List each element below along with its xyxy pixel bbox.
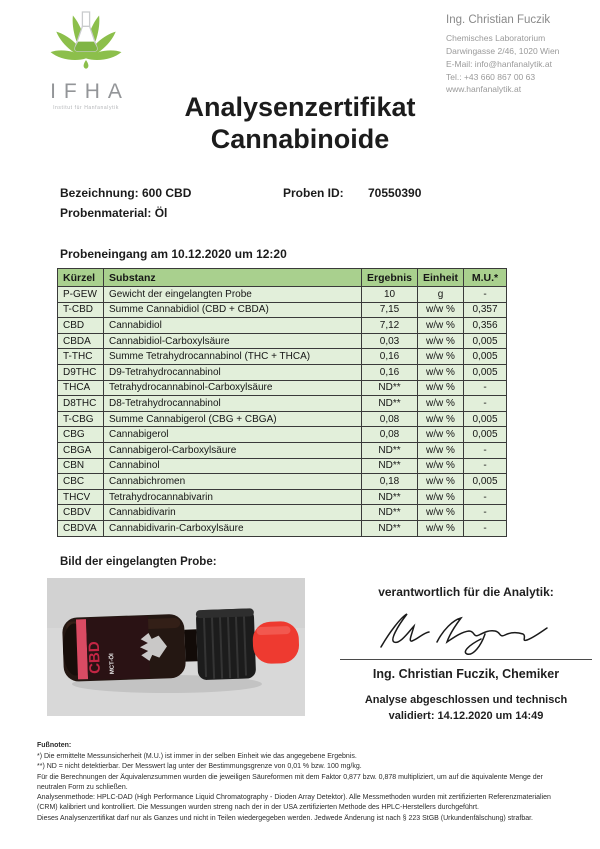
contact-line: www.hanfanalytik.at bbox=[446, 84, 522, 95]
table-cell: Summe Cannabigerol (CBG + CBGA) bbox=[104, 411, 362, 427]
sample-photo-label: Bild der eingelangten Probe: bbox=[60, 556, 217, 568]
table-cell: w/w % bbox=[418, 474, 464, 490]
footnote-line: Dieses Analysenzertifikat darf nur als Ganzes und nicht in Teilen wiedergegeben werden. Jedwede Änderung ist nach § 223 StGB (Urkundenfälschung) strafbar. bbox=[37, 814, 533, 822]
table-cell: CBDA bbox=[58, 333, 104, 349]
table-cell: - bbox=[464, 442, 507, 458]
table-cell: Tetrahydrocannabinol-Carboxylsäure bbox=[104, 380, 362, 396]
sample-id-value: 70550390 bbox=[368, 186, 422, 200]
bottle-label-subtitle: MCT-Öl bbox=[109, 653, 116, 675]
table-cell: - bbox=[464, 489, 507, 505]
sample-material: Probenmaterial: Öl bbox=[60, 206, 168, 220]
footnote-line: *) Die ermittelte Messunsicherheit (M.U.) ist immer in der selben Einheit wie das angegebene Ergebnis. bbox=[37, 752, 357, 760]
table-row bbox=[58, 520, 507, 536]
sample-received-line: Probeneingang am 10.12.2020 um 12:20 bbox=[60, 247, 287, 261]
table-cell: THCA bbox=[58, 380, 104, 396]
table-cell: w/w % bbox=[418, 396, 464, 412]
table-cell: w/w % bbox=[418, 380, 464, 396]
table-cell: w/w % bbox=[418, 411, 464, 427]
bottle-label-title: CBD bbox=[85, 641, 104, 675]
logo-tagline: Institut für Hanfanalytik bbox=[53, 105, 119, 111]
table-cell: g bbox=[418, 287, 464, 303]
validation-note bbox=[340, 693, 592, 725]
signature bbox=[371, 609, 561, 657]
title-line-2: Cannabinoide bbox=[210, 123, 390, 154]
table-cell: ND** bbox=[362, 505, 418, 521]
table-cell: 0,005 bbox=[464, 364, 507, 380]
table-cell: Cannabidiol bbox=[104, 318, 362, 334]
table-cell: 0,18 bbox=[362, 474, 418, 490]
dropper-bottle-image bbox=[47, 578, 305, 716]
table-cell: CBD bbox=[58, 318, 104, 334]
table-cell: D9-Tetrahydrocannabinol bbox=[104, 364, 362, 380]
table-cell: 0,03 bbox=[362, 333, 418, 349]
table-cell: CBN bbox=[58, 458, 104, 474]
table-cell: - bbox=[464, 520, 507, 536]
table-row bbox=[58, 396, 507, 412]
column-header: Einheit bbox=[418, 269, 464, 287]
footnote-line: **) ND = nicht detektierbar. Der Messwert lag unter der Bestimmungsgrenze von 0,01 % bzw. 100 mg/kg. bbox=[37, 763, 362, 771]
table-cell: P-GEW bbox=[58, 287, 104, 303]
table-cell: - bbox=[464, 380, 507, 396]
hemp-flask-logo-icon bbox=[46, 6, 126, 82]
table-cell: ND** bbox=[362, 520, 418, 536]
table-cell: w/w % bbox=[418, 505, 464, 521]
contact-lines bbox=[446, 32, 596, 96]
table-cell: Cannabigerol bbox=[104, 427, 362, 443]
lab-contact-block bbox=[446, 12, 596, 96]
table-cell: w/w % bbox=[418, 349, 464, 365]
table-cell: 0,357 bbox=[464, 302, 507, 318]
table-cell: 0,005 bbox=[464, 411, 507, 427]
table-cell: w/w % bbox=[418, 333, 464, 349]
table-row bbox=[58, 287, 507, 303]
column-header: Substanz bbox=[104, 269, 362, 287]
responsible-name: Ing. Christian Fuczik, Chemiker bbox=[372, 667, 560, 681]
table-cell: CBG bbox=[58, 427, 104, 443]
results-table-head-row bbox=[58, 269, 507, 287]
footnote-lines bbox=[37, 752, 571, 824]
table-cell: Cannabinol bbox=[104, 458, 362, 474]
signature-line bbox=[340, 659, 592, 660]
table-cell: T-THC bbox=[58, 349, 104, 365]
title-line-1: Analysenzertifikat bbox=[184, 92, 416, 122]
table-cell: ND** bbox=[362, 442, 418, 458]
contact-line: Tel.: +43 660 867 00 63 bbox=[446, 71, 536, 82]
table-cell: w/w % bbox=[418, 458, 464, 474]
table-cell: Cannabidivarin bbox=[104, 505, 362, 521]
table-row bbox=[58, 427, 507, 443]
table-cell: ND** bbox=[362, 380, 418, 396]
table-cell: w/w % bbox=[418, 318, 464, 334]
responsible-block bbox=[340, 585, 592, 725]
table-cell: Cannabidivarin-Carboxylsäure bbox=[104, 520, 362, 536]
results-table-body bbox=[58, 287, 507, 537]
footnote-line: Analysenmethode: HPLC-DAD (High Performance Liquid Chromatography - Dioden Array Detektor). Alle Messmethoden wurden mit zertifizierten Referenzmaterialien (CRM) kalibriert und kontrolliert. Die Messungen wurden streng nach der in der USA zertifizierten Methode des HPLC-Herstellers durchgeführt. bbox=[37, 794, 551, 811]
column-header: Ergebnis bbox=[362, 269, 418, 287]
contact-line: Darwingasse 2/46, 1020 Wien bbox=[446, 46, 560, 56]
sample-photo bbox=[47, 578, 305, 716]
table-cell: w/w % bbox=[418, 364, 464, 380]
validation-line-1: Analyse abgeschlossen und technisch bbox=[364, 694, 568, 706]
footnotes bbox=[37, 741, 571, 824]
table-row bbox=[58, 474, 507, 490]
table-row bbox=[58, 318, 507, 334]
table-cell: ND** bbox=[362, 396, 418, 412]
document-title bbox=[0, 92, 600, 155]
results-table bbox=[57, 268, 507, 537]
table-row bbox=[58, 442, 507, 458]
table-cell: 7,15 bbox=[362, 302, 418, 318]
table-cell: 0,16 bbox=[362, 349, 418, 365]
validation-line-2: validiert: 14.12.2020 um 14:49 bbox=[388, 709, 544, 722]
table-cell: 0,08 bbox=[362, 411, 418, 427]
table-row bbox=[58, 349, 507, 365]
table-cell: Cannabichromen bbox=[104, 474, 362, 490]
table-cell: CBGA bbox=[58, 442, 104, 458]
sample-designation: Bezeichnung: 600 CBD bbox=[60, 186, 192, 200]
footnotes-heading: Fußnoten: bbox=[37, 742, 72, 749]
table-cell: 0,005 bbox=[464, 474, 507, 490]
table-cell: w/w % bbox=[418, 489, 464, 505]
signature-icon bbox=[371, 609, 561, 657]
table-cell: 0,005 bbox=[464, 349, 507, 365]
table-cell: Cannabigerol-Carboxylsäure bbox=[104, 442, 362, 458]
table-cell: w/w % bbox=[418, 302, 464, 318]
table-cell: 7,12 bbox=[362, 318, 418, 334]
table-cell: CBDV bbox=[58, 505, 104, 521]
table-cell: w/w % bbox=[418, 427, 464, 443]
contact-line: Chemisches Laboratorium bbox=[446, 33, 546, 44]
table-cell: T-CBD bbox=[58, 302, 104, 318]
table-row bbox=[58, 364, 507, 380]
column-header: M.U.* bbox=[464, 269, 507, 287]
table-cell: - bbox=[464, 458, 507, 474]
table-cell: 0,005 bbox=[464, 333, 507, 349]
sample-id-label: Proben ID: bbox=[283, 186, 344, 200]
table-cell: Tetrahydrocannabivarin bbox=[104, 489, 362, 505]
table-cell: w/w % bbox=[418, 520, 464, 536]
table-cell: D8THC bbox=[58, 396, 104, 412]
table-row bbox=[58, 489, 507, 505]
table-row bbox=[58, 333, 507, 349]
table-cell: w/w % bbox=[418, 442, 464, 458]
table-cell: - bbox=[464, 396, 507, 412]
table-row bbox=[58, 380, 507, 396]
logo-acronym: IFHA bbox=[50, 80, 130, 103]
table-row bbox=[58, 505, 507, 521]
table-cell: Cannabidiol-Carboxylsäure bbox=[104, 333, 362, 349]
table-cell: CBC bbox=[58, 474, 104, 490]
table-cell: - bbox=[464, 287, 507, 303]
table-cell: 0,08 bbox=[362, 427, 418, 443]
table-row bbox=[58, 411, 507, 427]
table-cell: 0,356 bbox=[464, 318, 507, 334]
contact-name: Ing. Christian Fuczik bbox=[446, 14, 551, 26]
table-cell: Summe Cannabidiol (CBD + CBDA) bbox=[104, 302, 362, 318]
table-cell: Summe Tetrahydrocannabinol (THC + THCA) bbox=[104, 349, 362, 365]
table-cell: D9THC bbox=[58, 364, 104, 380]
table-cell: 0,16 bbox=[362, 364, 418, 380]
table-cell: CBDVA bbox=[58, 520, 104, 536]
table-cell: ND** bbox=[362, 489, 418, 505]
table-cell: ND** bbox=[362, 458, 418, 474]
table-cell: D8-Tetrahydrocannabinol bbox=[104, 396, 362, 412]
footnote-line: Für die Berechnungen der Äquivalenzsummen wurden die jeweiligen Säureformen mit dem Faktor 0,877 bzw. 0,878 multipliziert, um auf die äquivalente Menge der neutralen Form zu schließen. bbox=[37, 773, 543, 791]
column-header: Kürzel bbox=[58, 269, 104, 287]
responsible-heading: verantwortlich für die Analytik: bbox=[378, 585, 554, 599]
table-row bbox=[58, 458, 507, 474]
table-cell: Gewicht der eingelangten Probe bbox=[104, 287, 362, 303]
table-cell: THCV bbox=[58, 489, 104, 505]
table-cell: 0,005 bbox=[464, 427, 507, 443]
table-cell: T-CBG bbox=[58, 411, 104, 427]
table-cell: 10 bbox=[362, 287, 418, 303]
contact-line: E-Mail: info@hanfanalytik.at bbox=[446, 58, 552, 69]
table-cell: - bbox=[464, 505, 507, 521]
table-row bbox=[58, 302, 507, 318]
